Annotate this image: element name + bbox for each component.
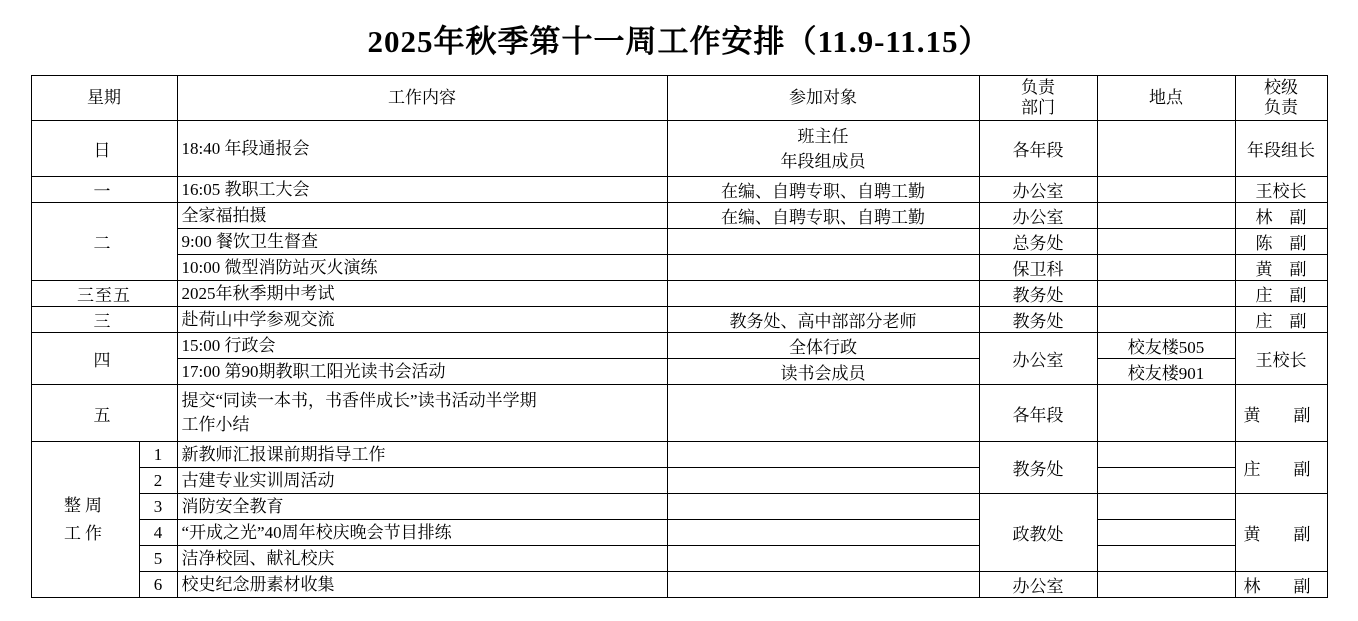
row-content: 18:40 年段通报会 [177, 121, 667, 177]
row-department: 办公室 [979, 203, 1097, 229]
row-content: 全家福拍摄 [177, 203, 667, 229]
row-participants-line2: 年段组成员 [780, 151, 866, 171]
row-participants [667, 572, 979, 598]
table-header [31, 76, 1327, 121]
row-department: 教务处 [979, 442, 1097, 494]
row-index: 5 [139, 546, 177, 572]
row-participants: 在编、自聘专职、自聘工勤 [667, 177, 979, 203]
row-weekday-wed-to-fri: 三至五 [31, 281, 177, 307]
row-participants [667, 385, 979, 442]
table-row [31, 307, 1327, 333]
row-content-line2: 工作小结 [181, 415, 250, 434]
table-row [31, 442, 1327, 468]
row-place [1097, 468, 1235, 494]
page-title: 2025年秋季第十一周工作安排（11.9-11.15） [367, 24, 991, 59]
row-school-leader: 黄 副 [1235, 385, 1327, 442]
row-place [1097, 255, 1235, 281]
row-content [177, 385, 667, 442]
row-content: 新教师汇报课前期指导工作 [177, 442, 667, 468]
row-content: 15:00 行政会 [177, 333, 667, 359]
row-participants: 读书会成员 [667, 359, 979, 385]
column-header-school-leader-line2: 负责 [1264, 98, 1298, 117]
row-place: 校友楼901 [1097, 359, 1235, 385]
table-row [31, 359, 1327, 385]
table-row [31, 520, 1327, 546]
column-header-weekday: 星期 [31, 76, 177, 121]
row-participants [667, 255, 979, 281]
row-school-leader: 庄 副 [1235, 281, 1327, 307]
row-weekday-tuesday: 二 [31, 203, 177, 281]
row-content: 赴荷山中学参观交流 [177, 307, 667, 333]
row-participants [667, 494, 979, 520]
row-place [1097, 546, 1235, 572]
row-place [1097, 229, 1235, 255]
row-school-leader: 年段组长 [1235, 121, 1327, 177]
row-school-leader: 林 副 [1235, 572, 1327, 598]
row-participants [667, 520, 979, 546]
row-weekday-monday: 一 [31, 177, 177, 203]
column-header-place: 地点 [1097, 76, 1235, 121]
row-department: 办公室 [979, 177, 1097, 203]
row-department: 办公室 [979, 333, 1097, 385]
row-content: 校史纪念册素材收集 [177, 572, 667, 598]
row-department: 保卫科 [979, 255, 1097, 281]
row-school-leader: 黄 副 [1235, 255, 1327, 281]
table-row [31, 546, 1327, 572]
row-content: 消防安全教育 [177, 494, 667, 520]
row-place: 校友楼505 [1097, 333, 1235, 359]
row-index: 4 [139, 520, 177, 546]
row-participants [667, 281, 979, 307]
table-row [31, 385, 1327, 442]
row-content: 洁净校园、献礼校庆 [177, 546, 667, 572]
row-participants [667, 121, 979, 177]
row-weekday-sunday: 日 [31, 121, 177, 177]
row-content: 17:00 第90期教职工阳光读书会活动 [177, 359, 667, 385]
row-index: 1 [139, 442, 177, 468]
row-place [1097, 572, 1235, 598]
row-participants [667, 442, 979, 468]
table-row [31, 494, 1327, 520]
table-row [31, 333, 1327, 359]
row-content: 10:00 微型消防站灭火演练 [177, 255, 667, 281]
row-place [1097, 520, 1235, 546]
table-row [31, 281, 1327, 307]
row-index: 3 [139, 494, 177, 520]
row-department: 各年段 [979, 385, 1097, 442]
row-weekday-wednesday: 三 [31, 307, 177, 333]
row-weekday-thursday: 四 [31, 333, 177, 385]
column-header-department [979, 76, 1097, 121]
row-weekday-whole-week [31, 442, 139, 598]
row-school-leader: 庄 副 [1235, 307, 1327, 333]
row-place [1097, 385, 1235, 442]
row-department: 教务处 [979, 307, 1097, 333]
column-header-school-leader [1235, 76, 1327, 121]
row-content: 古建专业实训周活动 [177, 468, 667, 494]
column-header-department-line1: 负责 [1021, 78, 1055, 97]
row-school-leader: 陈 副 [1235, 229, 1327, 255]
row-index: 2 [139, 468, 177, 494]
row-school-leader: 王校长 [1235, 177, 1327, 203]
row-participants [667, 546, 979, 572]
row-participants: 全体行政 [667, 333, 979, 359]
row-department: 教务处 [979, 281, 1097, 307]
row-content: 16:05 教职工大会 [177, 177, 667, 203]
row-participants-line1: 班主任 [797, 126, 849, 146]
row-department: 政教处 [979, 494, 1097, 572]
row-index: 6 [139, 572, 177, 598]
column-header-department-line2: 部门 [1021, 98, 1055, 117]
row-place [1097, 307, 1235, 333]
table-row [31, 229, 1327, 255]
weekly-schedule-table [31, 75, 1328, 598]
table-row [31, 468, 1327, 494]
row-content: “开成之光”40周年校庆晚会节目排练 [177, 520, 667, 546]
row-place [1097, 442, 1235, 468]
row-place [1097, 281, 1235, 307]
table-row [31, 177, 1327, 203]
row-department: 各年段 [979, 121, 1097, 177]
table-header-row [31, 76, 1327, 121]
row-department: 办公室 [979, 572, 1097, 598]
row-participants [667, 229, 979, 255]
row-participants [667, 468, 979, 494]
column-header-participants: 参加对象 [667, 76, 979, 121]
table-row [31, 255, 1327, 281]
table-row [31, 572, 1327, 598]
row-content: 2025年秋季期中考试 [177, 281, 667, 307]
whole-week-label-line1: 整周 [64, 495, 106, 515]
row-place [1097, 494, 1235, 520]
row-school-leader: 林 副 [1235, 203, 1327, 229]
table-row [31, 121, 1327, 177]
row-participants: 在编、自聘专职、自聘工勤 [667, 203, 979, 229]
row-place [1097, 121, 1235, 177]
row-participants: 教务处、高中部部分老师 [667, 307, 979, 333]
row-school-leader: 王校长 [1235, 333, 1327, 385]
row-content: 9:00 餐饮卫生督查 [177, 229, 667, 255]
table-row [31, 203, 1327, 229]
row-weekday-friday: 五 [31, 385, 177, 442]
row-place [1097, 177, 1235, 203]
row-school-leader: 庄 副 [1235, 442, 1327, 494]
row-department: 总务处 [979, 229, 1097, 255]
row-content-line1: 提交“同读一本书，书香伴成长”读书活动半学期 [181, 391, 537, 410]
column-header-school-leader-line1: 校级 [1264, 78, 1298, 97]
row-place [1097, 203, 1235, 229]
whole-week-label-line2: 工作 [64, 523, 106, 543]
row-school-leader: 黄 副 [1235, 494, 1327, 572]
column-header-content: 工作内容 [177, 76, 667, 121]
